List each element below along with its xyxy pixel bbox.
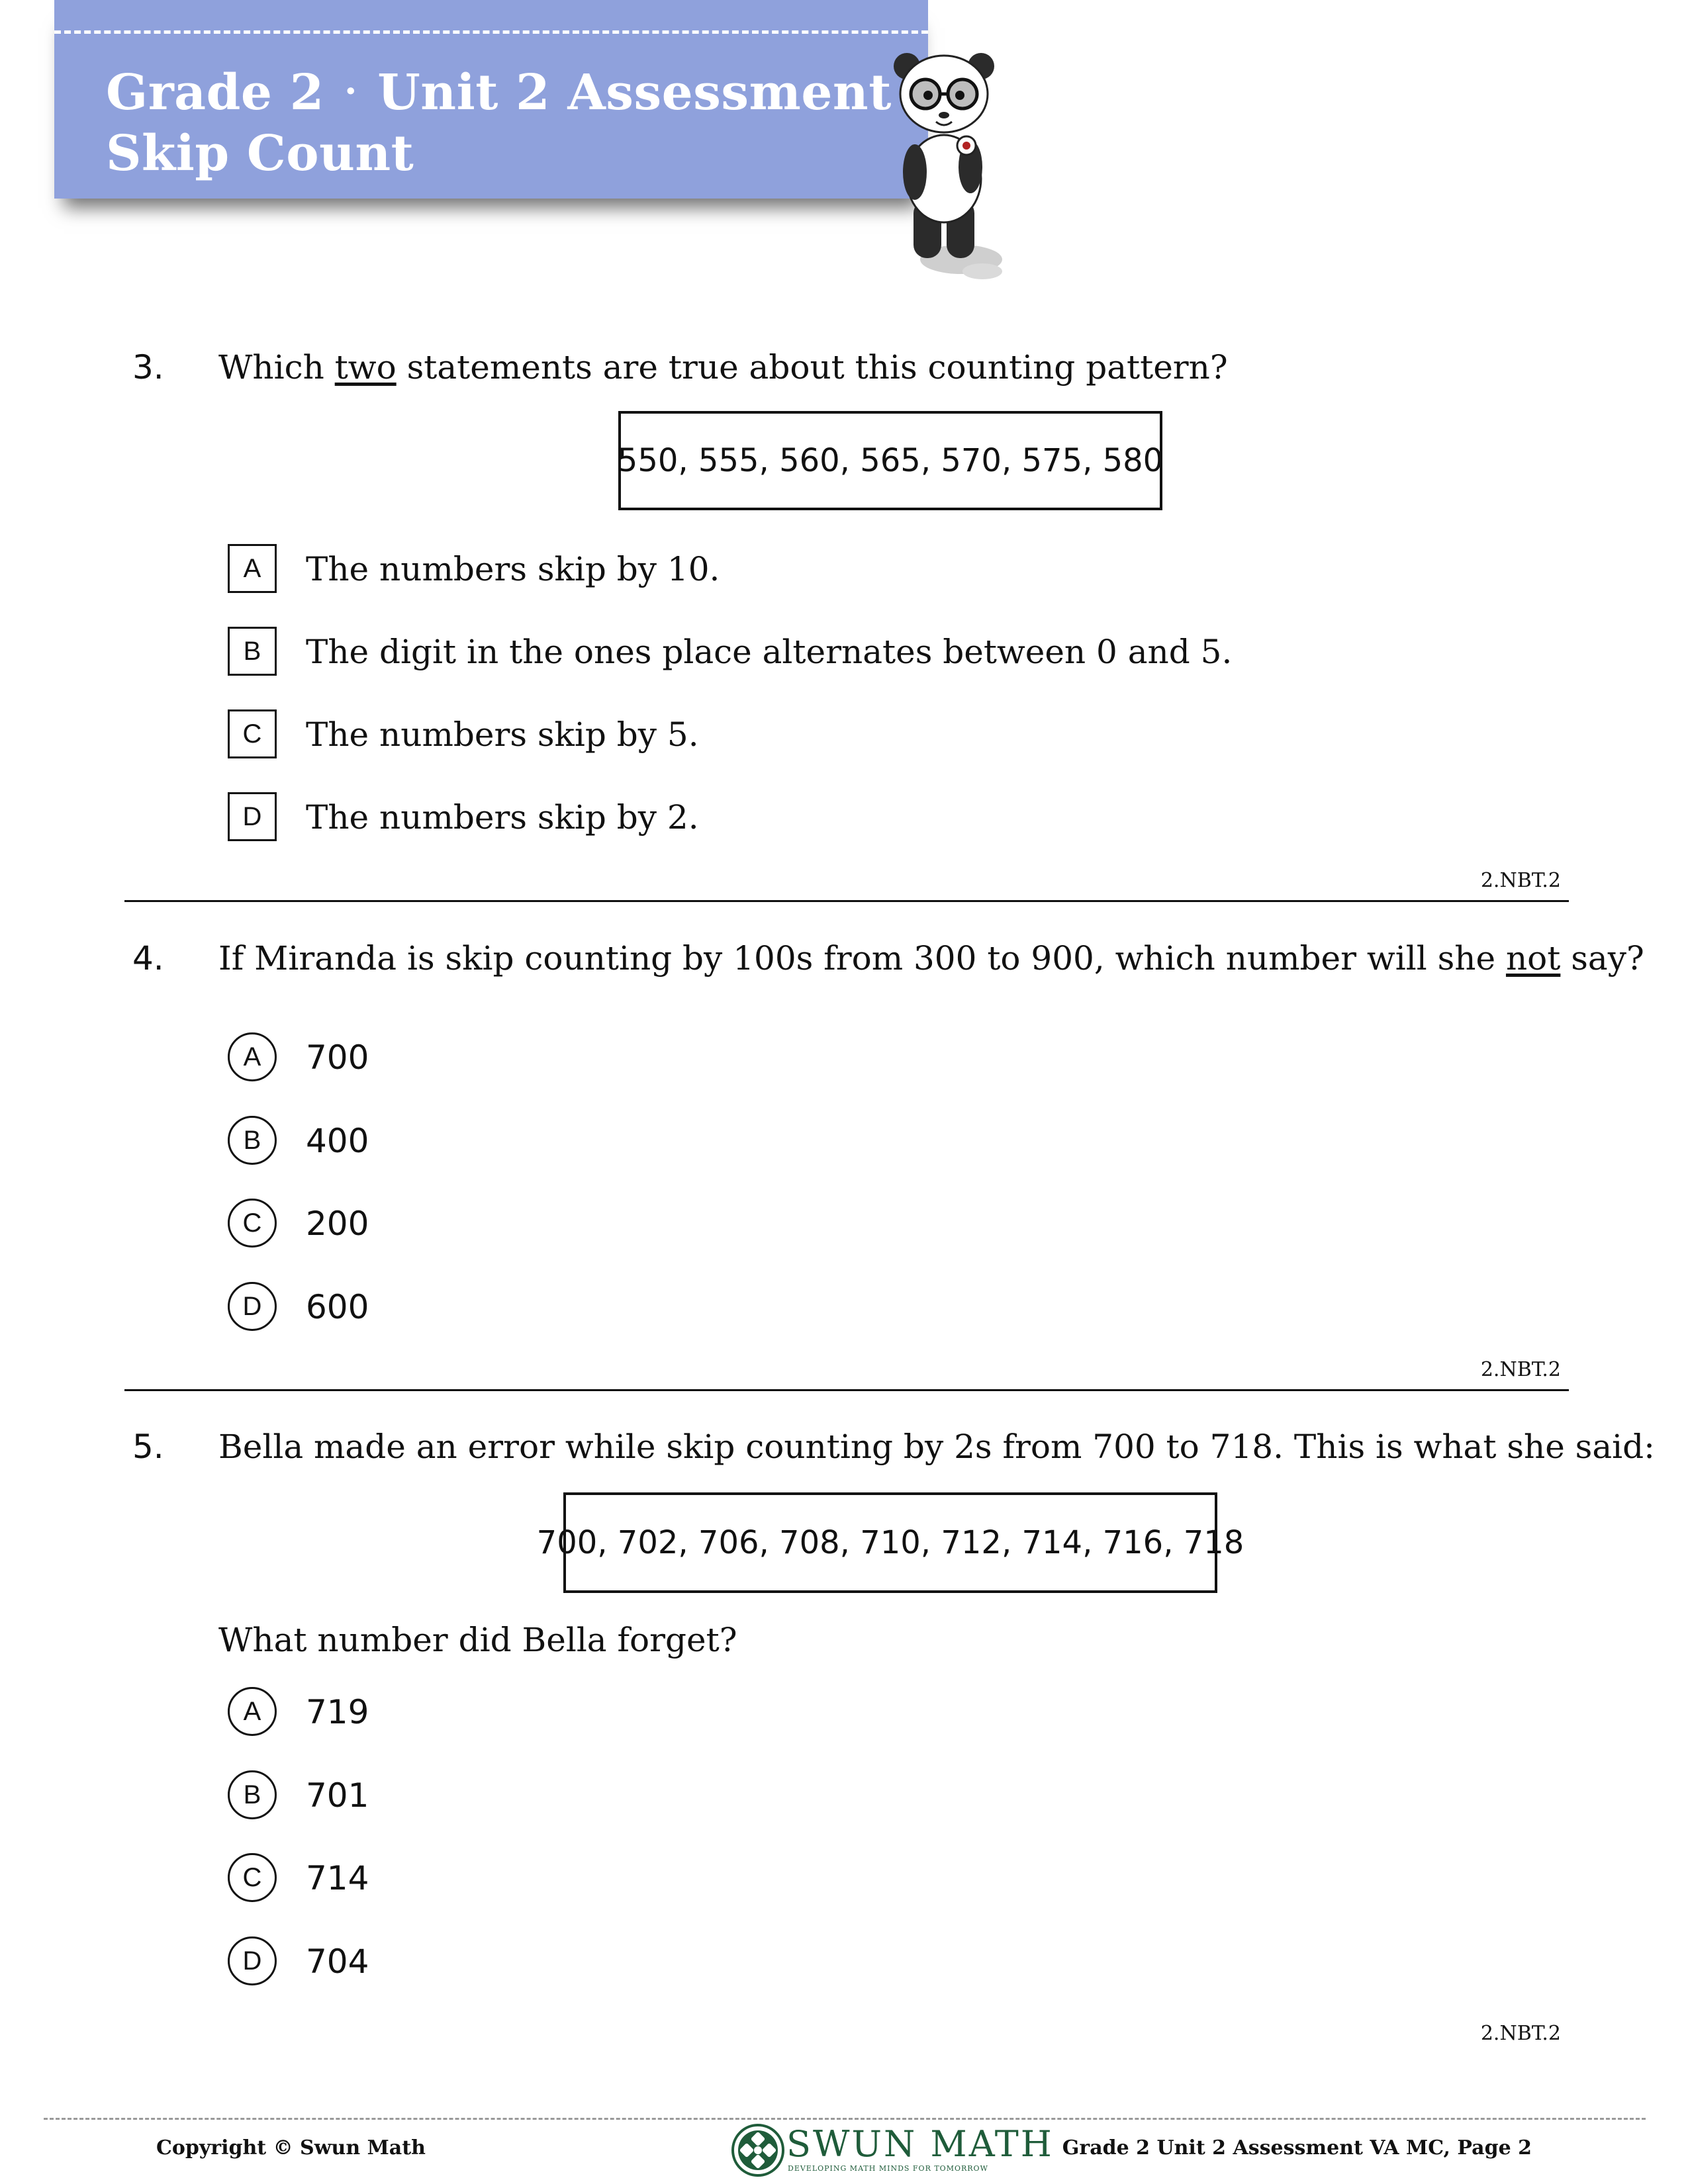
- page-title: [106, 61, 892, 184]
- choice-text: 200: [306, 1205, 369, 1243]
- choice-letter-circle[interactable]: B: [228, 1770, 277, 1819]
- choice-letter-box[interactable]: D: [228, 792, 277, 841]
- question-4-standard: 2.NBT.2: [1480, 1358, 1561, 1381]
- choice-letter-box[interactable]: C: [228, 709, 277, 758]
- footer-dashed-line: [44, 2118, 1646, 2120]
- choice-letter-box[interactable]: B: [228, 627, 277, 676]
- choice-letter-circle[interactable]: D: [228, 1282, 277, 1331]
- choice-letter-box[interactable]: A: [228, 544, 277, 593]
- choice-text: 600: [306, 1288, 369, 1326]
- footer-page-label: Grade 2 Unit 2 Assessment VA MC, Page 2: [1062, 2136, 1532, 2160]
- question-5-prompt: What number did Bella forget?: [218, 1621, 737, 1659]
- question-3-number: 3.: [132, 348, 164, 387]
- choice-text: The numbers skip by 10.: [306, 550, 720, 588]
- choice-text: 701: [306, 1776, 369, 1815]
- panda-mascot-icon: [882, 46, 1014, 285]
- choice-letter-circle[interactable]: B: [228, 1116, 277, 1165]
- choice-text: 400: [306, 1122, 369, 1160]
- choice-letter-circle[interactable]: C: [228, 1199, 277, 1248]
- title-line-1: Grade 2 · Unit 2 Assessment: [106, 64, 892, 121]
- question-5-text: Bella made an error while skip counting by 2s from 700 to 718. This is what she said:: [218, 1428, 1655, 1466]
- choice-text: 719: [306, 1693, 369, 1731]
- divider: [124, 900, 1569, 902]
- logo-name: SWUN MATH: [786, 2123, 1054, 2165]
- choice-text: 704: [306, 1942, 369, 1981]
- choice-text: The numbers skip by 5.: [306, 715, 699, 754]
- question-5-standard: 2.NBT.2: [1480, 2022, 1561, 2045]
- question-5-number: 5.: [132, 1428, 164, 1466]
- title-line-2: Skip Count: [106, 125, 414, 182]
- divider: [124, 1389, 1569, 1391]
- choice-letter-circle[interactable]: A: [228, 1032, 277, 1081]
- header-dashed-line: [54, 30, 928, 34]
- question-4-number: 4.: [132, 939, 164, 978]
- choice-letter-circle[interactable]: D: [228, 1936, 277, 1985]
- choice-text: The digit in the ones place alternates between 0 and 5.: [306, 633, 1233, 671]
- question-4-text: If Miranda is skip counting by 100s from 300 to 900, which number will she not say?: [218, 939, 1644, 978]
- footer-copyright: Copyright © Swun Math: [156, 2136, 426, 2160]
- question-3-standard: 2.NBT.2: [1480, 869, 1561, 892]
- choice-letter-circle[interactable]: A: [228, 1687, 277, 1736]
- swun-math-logo: [731, 2122, 1054, 2181]
- question-3-pattern-box: 550, 555, 560, 565, 570, 575, 580: [618, 411, 1162, 510]
- choice-text: 714: [306, 1859, 369, 1897]
- question-3-text: Which two statements are true about this counting pattern?: [218, 348, 1228, 387]
- choice-text: The numbers skip by 2.: [306, 798, 699, 837]
- choice-text: 700: [306, 1038, 369, 1077]
- swun-logo-icon: [731, 2123, 785, 2177]
- question-5-pattern-box: 700, 702, 706, 708, 710, 712, 714, 716, 718: [563, 1492, 1217, 1593]
- logo-tagline: DEVELOPING MATH MINDS FOR TOMORROW: [788, 2164, 988, 2173]
- choice-letter-circle[interactable]: C: [228, 1853, 277, 1902]
